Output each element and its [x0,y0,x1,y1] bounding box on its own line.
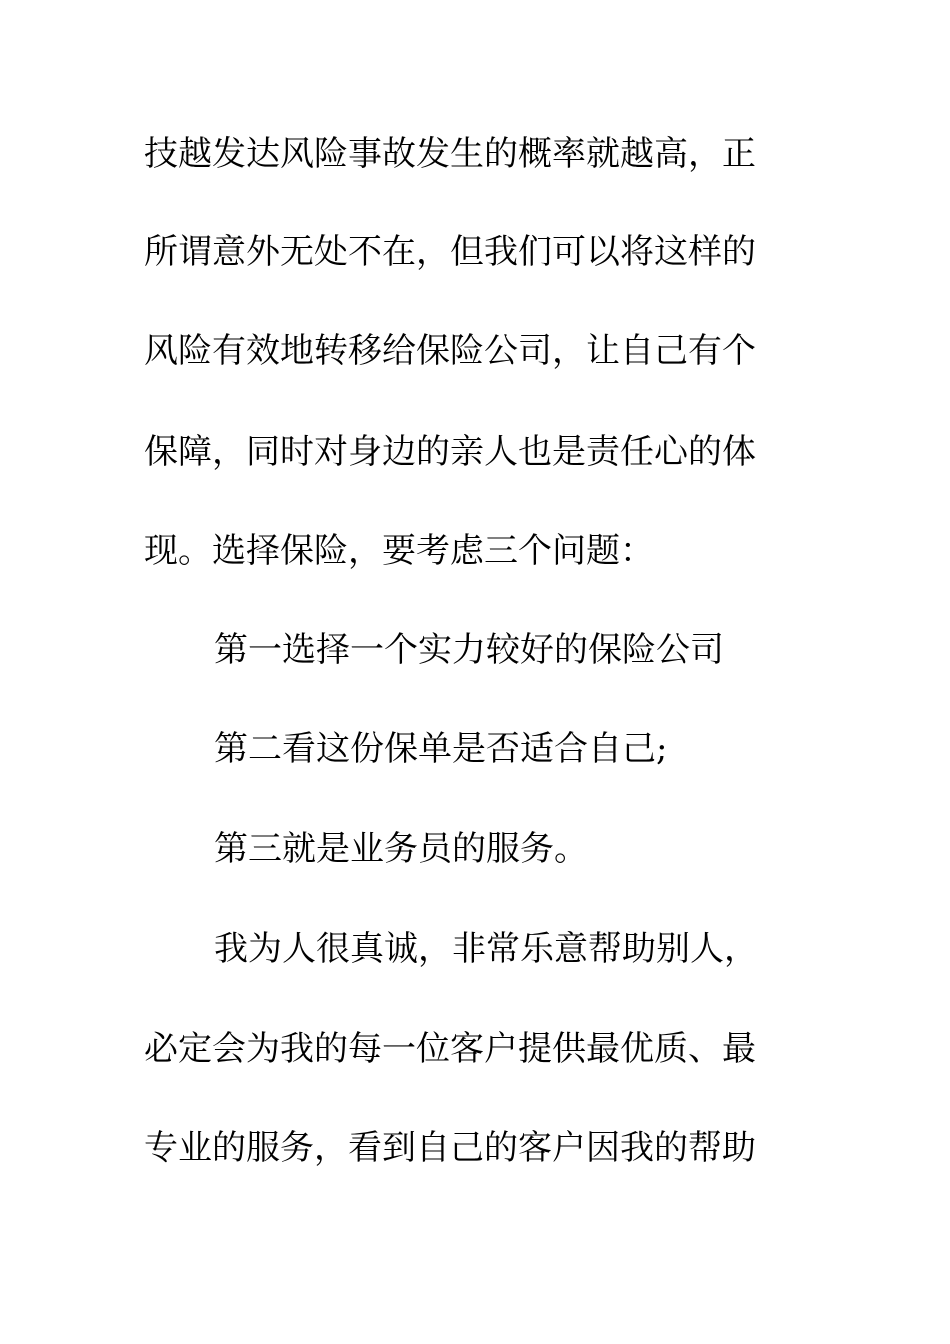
text-line-1: 技越发达风险事故发生的概率就越高，正 [144,134,756,174]
list-item-first: 第一选择一个实力较好的保险公司 [214,630,724,670]
paragraph-start: 我为人很真诚，非常乐意帮助别人， [214,929,758,969]
text-line-5: 现。选择保险，要考虑三个问题： [144,531,654,571]
text-line-4: 保障，同时对身边的亲人也是责任心的体 [144,432,756,472]
list-item-second: 第二看这份保单是否适合自己; [214,729,668,769]
text-line-2: 所谓意外无处不在，但我们可以将这样的 [144,232,756,272]
list-item-third: 第三就是业务员的服务。 [214,829,588,869]
text-line-3: 风险有效地转移给保险公司，让自己有个 [144,331,756,371]
text-line-10: 必定会为我的每一位客户提供最优质、最 [144,1029,756,1069]
text-line-11: 专业的服务，看到自己的客户因我的帮助 [144,1128,756,1168]
